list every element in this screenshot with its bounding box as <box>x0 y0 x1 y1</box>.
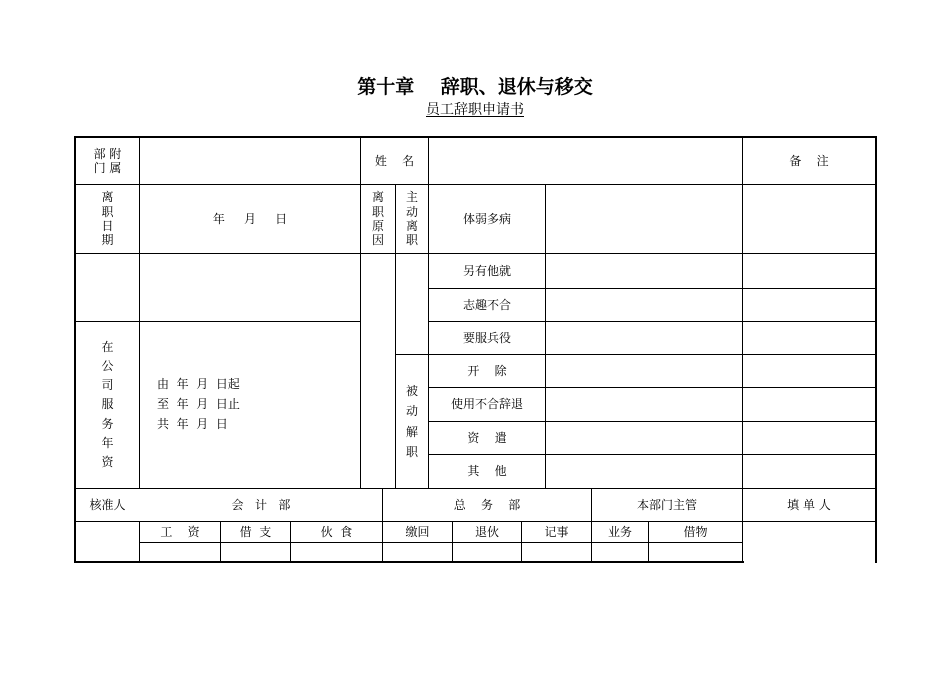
reason-weak-health-field[interactable] <box>546 185 742 253</box>
department-field[interactable] <box>140 138 360 184</box>
reason-military-service[interactable]: 要服兵役 <box>462 330 511 345</box>
leave-reason-label: 离 职 原 因 <box>371 190 384 248</box>
department-label: 部 附 门 属 <box>93 146 122 175</box>
tenure-label: 在 公 司 服 务 年 资 <box>101 339 114 469</box>
name-field[interactable] <box>429 138 742 184</box>
passive-dismissal-label: 被 动 解 职 <box>405 383 418 459</box>
reason-dismissed[interactable]: 开 除 <box>467 363 507 378</box>
item-meals: 伙 食 <box>320 524 353 539</box>
item-business: 业务 <box>607 524 632 539</box>
reason-other[interactable]: 其 他 <box>467 464 507 479</box>
voluntary-leave-label: 主 动 离 职 <box>405 190 418 248</box>
page-title: 第十章 辞职、退休与移交 <box>357 76 593 98</box>
name-label: 姓 名 <box>374 153 415 168</box>
item-notes: 记事 <box>544 524 569 539</box>
reason-weak-health[interactable]: 体弱多病 <box>462 211 511 226</box>
form-subtitle-text: 员工辞职申请书 <box>426 102 524 118</box>
item-return: 缴回 <box>405 524 430 539</box>
item-borrowed: 借物 <box>683 524 708 539</box>
leave-date-field[interactable]: 年 月 日 <box>212 211 288 226</box>
approver-label: 核准人 <box>89 497 126 512</box>
general-affairs-label: 总 务 部 <box>453 497 521 512</box>
leave-date-label: 离 职 日 期 <box>101 190 114 248</box>
dept-manager-label: 本部门主管 <box>636 497 697 512</box>
form-filler-label: 填 单 人 <box>787 497 831 512</box>
item-advance: 借 支 <box>239 524 272 539</box>
reason-unsuitable[interactable]: 使用不合辞退 <box>450 397 523 412</box>
reason-other-job[interactable]: 另有他就 <box>462 263 511 278</box>
reason-laid-off[interactable]: 资 遣 <box>467 430 507 445</box>
remark-label: 备 注 <box>789 153 829 168</box>
tenure-field[interactable]: 由 年 月 日起 至 年 月 日止 共 年 月 日 <box>157 377 240 431</box>
accounting-dept-label: 会 计 部 <box>231 497 291 512</box>
reason-disagreement[interactable]: 志趣不合 <box>462 297 511 312</box>
item-salary: 工 资 <box>160 524 200 539</box>
item-withdraw: 退伙 <box>474 524 499 539</box>
form-subtitle <box>0 99 950 119</box>
